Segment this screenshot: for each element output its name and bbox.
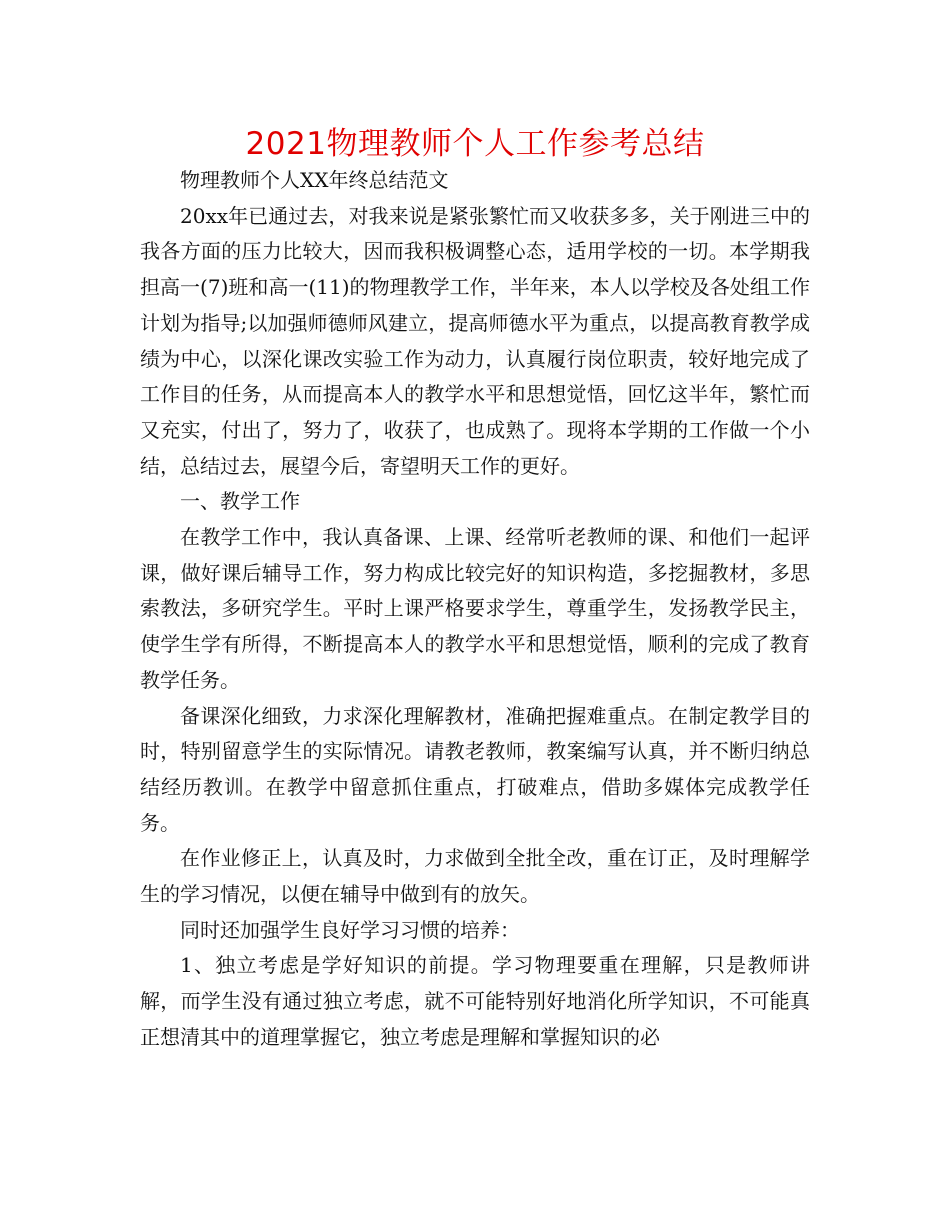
document-title: 2021物理教师个人工作参考总结 (245, 126, 705, 162)
paragraph: 备课深化细致，力求深化理解教材，准确把握难重点。在制定教学目的时，特别留意学生的实际情况。请教老教师，教案编写认真，并不断归纳总结经历教训。在教学中留意抓住重点，打破难点，借助多媒体完成教学任务。 (140, 703, 810, 835)
section-heading-teaching: 一、教学工作 (180, 489, 300, 514)
paragraph: 20xx年已通过去，对我来说是紧张繁忙而又收获多多，关于刚进三中的我各方面的压力比较大，因而我积极调整心态，适用学校的一切。本学期我担高一(7)班和高一(11)的物理教学工作，半年来，本人以学校及各处组工作计划为指导;以加强师德师风建立，提高师德水平为重点，以提高教育教学成绩为中心，以深化课改实验工作为动力，认真履行岗位职责，较好地完成了工作目的任务，从而提高本人的教学水平和思想觉悟，回忆这半年，繁忙而又充实，付出了，努力了，收获了，也成熟了。现将本学期的工作做一个小结，总结过去，展望今后，寄望明天工作的更好。 (140, 203, 810, 478)
document-body (140, 163, 810, 1056)
paragraph-subtitle: 物理教师个人XX年终总结范文 (180, 168, 449, 192)
paragraph: 在作业修正上，认真及时，力求做到全批全改，重在订正，及时理解学生的学习情况，以便在辅导中做到有的放矢。 (140, 846, 810, 907)
paragraph: 在教学工作中，我认真备课、上课、经常听老教师的课、和他们一起评课，做好课后辅导工作，努力构成比较完好的知识构造，多挖掘教材，多思索教法，多研究学生。平时上课严格要求学生，尊重学生，发扬教学民主，使学生学有所得，不断提高本人的教学水平和思想觉悟，顺利的完成了教育教学任务。 (140, 525, 810, 692)
paragraph: 1、独立考虑是学好知识的前提。学习物理要重在理解，只是教师讲解，而学生没有通过独立考虑，就不可能特别好地消化所学知识，不可能真正想清其中的道理掌握它，独立考虑是理解和掌握知识的必 (140, 953, 810, 1049)
paragraph: 同时还加强学生良好学习习惯的培养： (180, 917, 520, 942)
